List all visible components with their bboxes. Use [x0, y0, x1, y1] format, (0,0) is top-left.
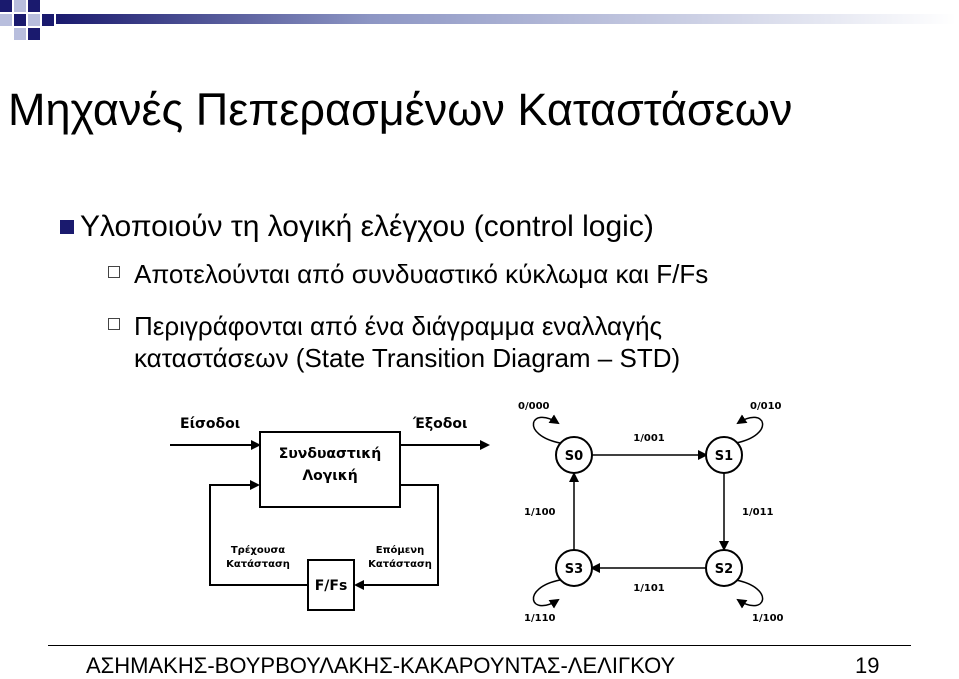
- ff-label: F/Fs: [314, 578, 348, 594]
- footer-divider: [48, 645, 911, 646]
- hollow-square-icon: [108, 318, 120, 330]
- inputs-label: Είσοδοι: [180, 416, 241, 432]
- current-state-label-1: Τρέχουσα: [230, 545, 286, 556]
- comb-label-1: Συνδυαστική: [278, 446, 382, 462]
- self-loop-s1: [736, 417, 763, 443]
- state-transition-diagram: [510, 395, 790, 630]
- footer-authors: ΑΣΗΜΑΚΗΣ-ΒΟΥΡΒΟΥΛΑΚΗΣ-ΚΑΚΑΡΟΥΝΤΑΣ-ΛΕΛΙΓΚΟΥ: [86, 653, 676, 678]
- label-s2-s3: 1/101: [633, 583, 665, 594]
- fsm-block-diagram: [170, 400, 510, 630]
- bullet-main-text: Υλοποιούν τη λογική ελέγχου (control logic): [80, 210, 654, 243]
- page-number: 19: [855, 653, 880, 678]
- hollow-square-icon: [108, 266, 120, 278]
- label-self-s1: 0/010: [750, 401, 782, 412]
- sub-bullet-1-text: Αποτελούνται από συνδυαστικό κύκλωμα και F/Fs: [134, 259, 709, 289]
- header-decoration: [0, 0, 959, 48]
- state-s3-label: S3: [564, 562, 584, 577]
- label-self-s3: 1/110: [524, 613, 556, 624]
- next-state-label-2: Κατάσταση: [368, 559, 432, 570]
- sub-bullet-1: [108, 258, 708, 290]
- current-state-label-2: Κατάσταση: [226, 559, 290, 570]
- label-s3-s0: 1/100: [524, 507, 556, 518]
- sub-bullet-2: [108, 310, 680, 374]
- self-loop-s0: [533, 417, 560, 443]
- state-s0-label: S0: [564, 449, 584, 464]
- comb-label-2: Λογική: [302, 468, 358, 484]
- self-loop-s3: [533, 580, 560, 606]
- label-self-s2: 1/100: [752, 613, 784, 624]
- next-state-label-1: Επόμενη: [375, 545, 425, 556]
- bullet-main: [60, 210, 654, 244]
- sub-bullet-2-line2: καταστάσεων (State Transition Diagram – STD): [134, 343, 681, 373]
- state-s1-label: S1: [714, 449, 734, 464]
- label-self-s0: 0/000: [518, 401, 550, 412]
- bullet-square-icon: [60, 220, 74, 234]
- slide-title: Μηχανές Πεπερασμένων Καταστάσεων: [8, 84, 793, 135]
- state-s2-label: S2: [714, 562, 734, 577]
- outputs-label: Έξοδοι: [413, 416, 468, 432]
- self-loop-s2: [736, 580, 763, 606]
- label-s1-s2: 1/011: [742, 507, 774, 518]
- sub-bullet-2-line1: Περιγράφονται από ένα διάγραμμα εναλλαγής: [134, 311, 663, 341]
- label-s0-s1: 1/001: [633, 433, 665, 444]
